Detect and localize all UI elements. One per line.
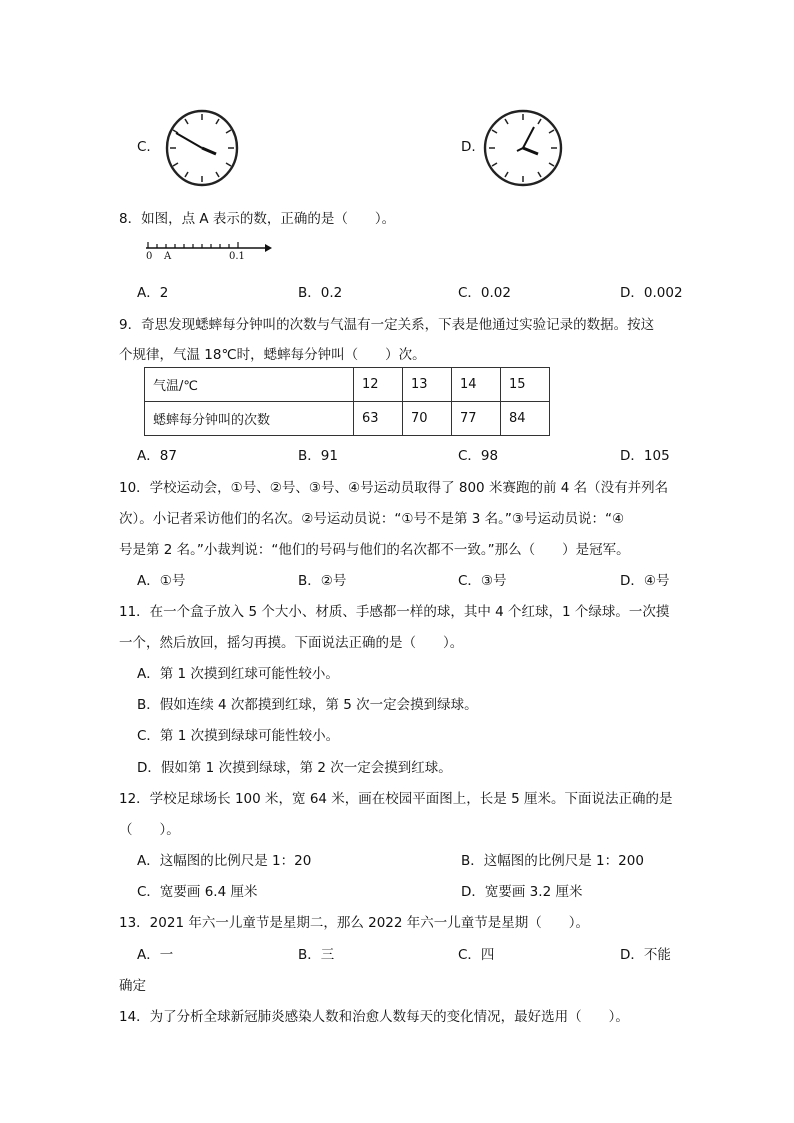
q9-option-a[interactable]: A．87 <box>137 448 177 464</box>
q14-stem: 14．为了分析全球新冠肺炎感染人数和治愈人数每天的变化情况，最好选用（ ）。 <box>119 1009 629 1025</box>
table-cell: 63 <box>354 402 403 436</box>
q8-option-c[interactable]: C．0.02 <box>458 285 511 301</box>
number-line-zero-label: 0 <box>146 251 153 262</box>
q12-stem-line1: 12．学校足球场长 100 米，宽 64 米，画在校园平面图上，长是 5 厘米。下面说法正确的是 <box>119 791 673 807</box>
table-cell: 77 <box>452 402 501 436</box>
table-row <box>145 402 550 436</box>
q13-option-d-wrap: 确定 <box>119 978 146 994</box>
table-row-header: 蟋蟀每分钟叫的次数 <box>145 402 354 436</box>
q12-option-c[interactable]: C．宽要画 6.4 厘米 <box>137 884 258 900</box>
q10-stem-line2: 次）。小记者采访他们的名次。②号运动员说：“①号不是第 3 名。”③号运动员说：“④ <box>119 511 625 527</box>
q13-option-c[interactable]: C．四 <box>458 947 495 963</box>
table-cell: 84 <box>501 402 550 436</box>
q11-option-a[interactable]: A．第 1 次摸到红球可能性较小。 <box>137 666 339 682</box>
q13-stem: 13．2021 年六一儿童节是星期二，那么 2022 年六一儿童节是星期（ ）。 <box>119 915 590 931</box>
q9-data-table <box>144 367 550 436</box>
q7-option-d-label: D. <box>461 139 476 155</box>
q9-option-d[interactable]: D．105 <box>620 448 670 464</box>
q9-stem-line2: 个规律，气温 18℃时，蟋蟀每分钟叫（ ）次。 <box>119 347 426 363</box>
q11-option-c[interactable]: C．第 1 次摸到绿球可能性较小。 <box>137 728 340 744</box>
q8-stem: 8．如图，点 A 表示的数，正确的是（ ）。 <box>119 211 396 227</box>
q12-option-d[interactable]: D．宽要画 3.2 厘米 <box>461 884 583 900</box>
clock-d-icon <box>483 109 563 187</box>
q9-stem-line1: 9．奇思发现蟋蟀每分钟叫的次数与气温有一定关系，下表是他通过实验记录的数据。按这 <box>119 317 655 333</box>
table-cell: 15 <box>501 368 550 402</box>
number-line-end-label: 0.1 <box>229 251 245 262</box>
q12-stem-line2: （ ）。 <box>119 822 180 838</box>
q10-option-c[interactable]: C．③号 <box>458 573 507 589</box>
clock-c-icon <box>165 109 239 187</box>
q11-stem-line2: 一个，然后放回，摇匀再摸。下面说法正确的是（ ）。 <box>119 635 464 651</box>
q7-option-c-label: C. <box>137 139 151 155</box>
q12-option-a[interactable]: A．这幅图的比例尺是 1：20 <box>137 853 312 869</box>
number-line-figure <box>143 238 273 264</box>
q10-option-a[interactable]: A．①号 <box>137 573 186 589</box>
q11-option-b[interactable]: B．假如连续 4 次都摸到红球，第 5 次一定会摸到绿球。 <box>137 697 478 713</box>
q12-option-b[interactable]: B．这幅图的比例尺是 1：200 <box>461 853 644 869</box>
table-cell: 13 <box>403 368 452 402</box>
table-cell: 70 <box>403 402 452 436</box>
q10-option-b[interactable]: B．②号 <box>298 573 347 589</box>
number-line-point-a-label: A <box>164 251 172 262</box>
q8-option-a[interactable]: A．2 <box>137 285 169 301</box>
table-cell: 12 <box>354 368 403 402</box>
q13-option-a[interactable]: A．一 <box>137 947 174 963</box>
q10-option-d[interactable]: D．④号 <box>620 573 670 589</box>
q8-option-d[interactable]: D．0.002 <box>620 285 683 301</box>
table-cell: 14 <box>452 368 501 402</box>
q13-option-b[interactable]: B．三 <box>298 947 335 963</box>
table-row-header: 气温/℃ <box>145 368 354 402</box>
q11-stem-line1: 11．在一个盒子放入 5 个大小、材质、手感都一样的球，其中 4 个红球，1 个绿球。一次摸 <box>119 604 670 620</box>
q8-option-b[interactable]: B．0.2 <box>298 285 343 301</box>
q9-option-b[interactable]: B．91 <box>298 448 338 464</box>
q9-option-c[interactable]: C．98 <box>458 448 499 464</box>
q13-option-d[interactable]: D．不能 <box>620 947 671 963</box>
q10-stem-line1: 10．学校运动会，①号、②号、③号、④号运动员取得了 800 米赛跑的前 4 名（没有并列名 <box>119 480 669 496</box>
table-row <box>145 368 550 402</box>
q10-stem-line3: 号是第 2 名。”小裁判说：“他们的号码与他们的名次都不一致。”那么（ ）是冠军。 <box>119 542 630 558</box>
q11-option-d[interactable]: D．假如第 1 次摸到绿球，第 2 次一定会摸到红球。 <box>137 760 452 776</box>
